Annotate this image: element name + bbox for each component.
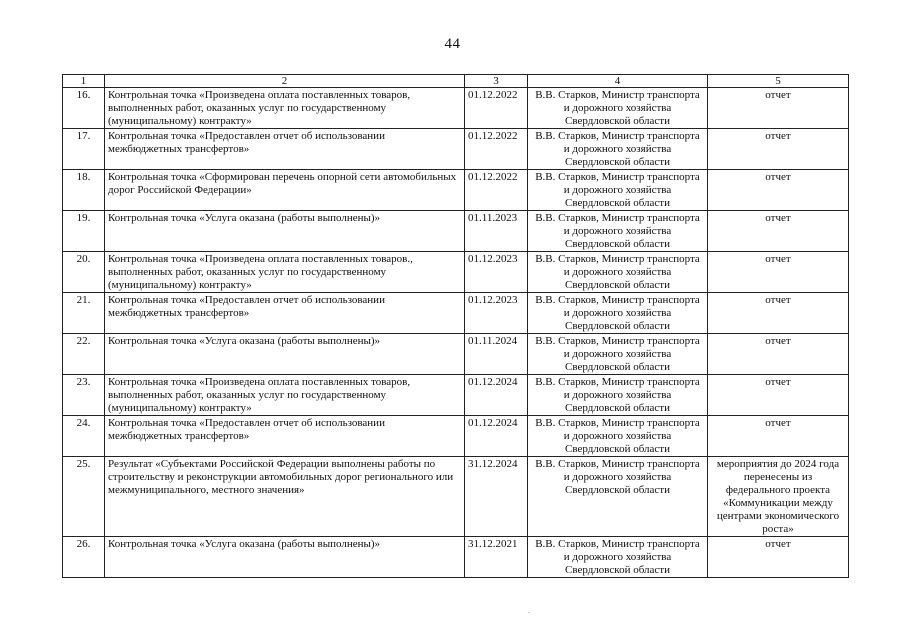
- row-responsible: В.В. Старков, Министр транспорта и дорожного хозяйства Свердловской области: [528, 416, 708, 457]
- table-row: [63, 170, 849, 211]
- row-responsible: В.В. Старков, Министр транспорта и дорожного хозяйства Свердловской области: [528, 537, 708, 578]
- row-description: Контрольная точка «Услуга оказана (работы выполнены)»: [105, 211, 465, 252]
- table-row: [63, 211, 849, 252]
- table-row: [63, 293, 849, 334]
- column-number: 5: [708, 75, 849, 88]
- row-number: 24.: [63, 416, 105, 457]
- row-responsible: В.В. Старков, Министр транспорта и дорожного хозяйства Свердловской области: [528, 129, 708, 170]
- row-number: 20.: [63, 252, 105, 293]
- column-number: 2: [105, 75, 465, 88]
- row-description: Контрольная точка «Услуга оказана (работы выполнены)»: [105, 334, 465, 375]
- row-responsible: В.В. Старков, Министр транспорта и дорожного хозяйства Свердловской области: [528, 170, 708, 211]
- row-date: 01.12.2022: [465, 170, 528, 211]
- row-result: отчет: [708, 211, 849, 252]
- row-responsible: В.В. Старков, Министр транспорта и дорожного хозяйства Свердловской области: [528, 293, 708, 334]
- table-row: [63, 537, 849, 578]
- row-responsible: В.В. Старков, Министр транспорта и дорожного хозяйства Свердловской области: [528, 88, 708, 129]
- column-number: 1: [63, 75, 105, 88]
- row-date: 31.12.2024: [465, 457, 528, 537]
- row-date: 31.12.2021: [465, 537, 528, 578]
- row-result: отчет: [708, 129, 849, 170]
- row-number: 17.: [63, 129, 105, 170]
- row-number: 16.: [63, 88, 105, 129]
- row-description: Контрольная точка «Предоставлен отчет об использовании межбюджетных трансфертов»: [105, 129, 465, 170]
- row-description: Контрольная точка «Услуга оказана (работы выполнены)»: [105, 537, 465, 578]
- row-date: 01.11.2024: [465, 334, 528, 375]
- row-number: 19.: [63, 211, 105, 252]
- plan-table: [62, 74, 849, 578]
- row-date: 01.12.2022: [465, 88, 528, 129]
- row-description: Контрольная точка «Сформирован перечень опорной сети автомобильных дорог Российской Федерации»: [105, 170, 465, 211]
- row-description: Контрольная точка «Произведена оплата поставленных товаров, выполненных работ, оказанных услуг по государственному (муниципальному) контракту»: [105, 88, 465, 129]
- scan-artifact: [528, 612, 530, 613]
- row-result: отчет: [708, 293, 849, 334]
- table-row: [63, 252, 849, 293]
- row-result: отчет: [708, 252, 849, 293]
- column-number: 4: [528, 75, 708, 88]
- row-result: отчет: [708, 375, 849, 416]
- table-row: [63, 129, 849, 170]
- row-number: 26.: [63, 537, 105, 578]
- table-row: [63, 88, 849, 129]
- row-description: Контрольная точка «Предоставлен отчет об использовании межбюджетных трансфертов»: [105, 293, 465, 334]
- row-description: Контрольная точка «Предоставлен отчет об использовании межбюджетных трансфертов»: [105, 416, 465, 457]
- table-row: [63, 457, 849, 537]
- row-description: Результат «Субъектами Российской Федерации выполнены работы по строительству и реконструкции автомобильных дорог регионального или межмуниципального, местного значения»: [105, 457, 465, 537]
- row-number: 25.: [63, 457, 105, 537]
- row-description: Контрольная точка «Произведена оплата поставленных товаров., выполненных работ, оказанных услуг по государственному (муниципальному) контракту»: [105, 252, 465, 293]
- column-number: 3: [465, 75, 528, 88]
- row-description: Контрольная точка «Произведена оплата поставленных товаров, выполненных работ, оказанных услуг по государственному (муниципальному) контракту»: [105, 375, 465, 416]
- row-responsible: В.В. Старков, Министр транспорта и дорожного хозяйства Свердловской области: [528, 375, 708, 416]
- table-row: [63, 375, 849, 416]
- row-date: 01.12.2024: [465, 375, 528, 416]
- row-result: отчет: [708, 416, 849, 457]
- row-date: 01.11.2023: [465, 211, 528, 252]
- row-number: 22.: [63, 334, 105, 375]
- row-responsible: В.В. Старков, Министр транспорта и дорожного хозяйства Свердловской области: [528, 211, 708, 252]
- row-responsible: В.В. Старков, Министр транспорта и дорожного хозяйства Свердловской области: [528, 252, 708, 293]
- row-number: 21.: [63, 293, 105, 334]
- row-result: отчет: [708, 334, 849, 375]
- table-row: [63, 416, 849, 457]
- row-date: 01.12.2024: [465, 416, 528, 457]
- row-date: 01.12.2023: [465, 293, 528, 334]
- row-responsible: В.В. Старков, Министр транспорта и дорожного хозяйства Свердловской области: [528, 457, 708, 537]
- page-number: 44: [444, 36, 461, 52]
- row-number: 23.: [63, 375, 105, 416]
- row-date: 01.12.2022: [465, 129, 528, 170]
- row-result: отчет: [708, 537, 849, 578]
- row-result: отчет: [708, 88, 849, 129]
- row-responsible: В.В. Старков, Министр транспорта и дорожного хозяйства Свердловской области: [528, 334, 708, 375]
- row-result: отчет: [708, 170, 849, 211]
- row-result: мероприятия до 2024 года перенесены из федерального проекта «Коммуникации между центрами экономического роста»: [708, 457, 849, 537]
- row-date: 01.12.2023: [465, 252, 528, 293]
- table-row: [63, 334, 849, 375]
- column-number-row: [63, 75, 849, 88]
- row-number: 18.: [63, 170, 105, 211]
